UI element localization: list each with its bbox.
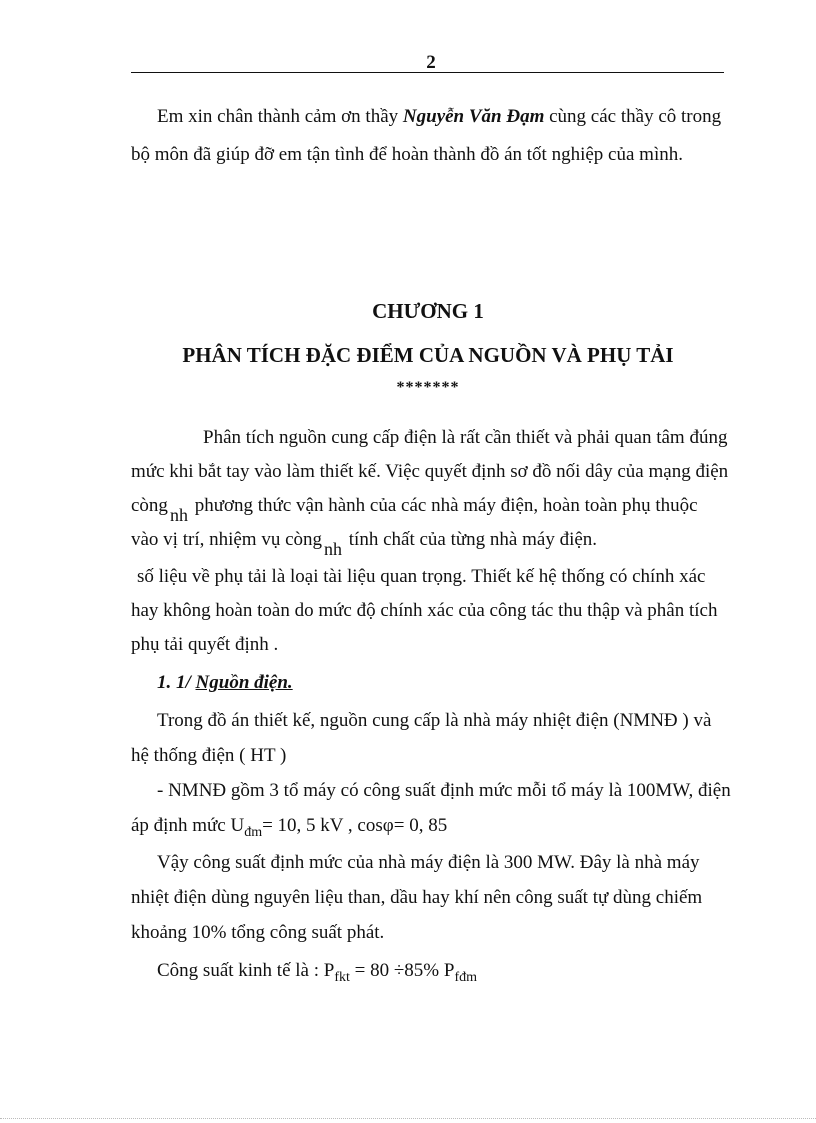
intro-text: phương thức vận hành của các nhà máy điện, hoàn toàn phụ thuộc bbox=[194, 495, 698, 516]
teacher-name: Nguyễn Văn Đạm bbox=[402, 106, 545, 127]
footer-divider bbox=[0, 1118, 816, 1119]
intro-text: còng bbox=[131, 495, 168, 516]
chapter-title: PHÂN TÍCH ĐẶC ĐIỂM CỦA NGUỒN VÀ PHỤ TẢI bbox=[182, 343, 674, 367]
acknowledgement-line-1 bbox=[157, 106, 721, 128]
subscript-fdm: fđm bbox=[454, 970, 477, 985]
intro-line-7: phụ tải quyết định . bbox=[131, 634, 279, 655]
chapter-number: CHƯƠNG 1 bbox=[372, 299, 484, 323]
intro-line-3 bbox=[131, 495, 698, 526]
ack-text: cùng các thầy cô trong bbox=[549, 106, 722, 127]
subscript-fkt: fkt bbox=[334, 970, 350, 985]
section-p2-line-1: - NMNĐ gồm 3 tổ máy có công suất định mức mỗi tổ máy là 100MW, điện bbox=[157, 780, 731, 801]
section-p3-line-2: nhiệt điện dùng nguyên liệu than, dầu hay khí nên công suất tự dùng chiếm bbox=[131, 887, 703, 908]
section-p1-line-2: hệ thống điện ( HT ) bbox=[131, 745, 287, 766]
section-p4 bbox=[157, 960, 477, 989]
section-text: áp định mức U bbox=[131, 815, 245, 836]
section-p3-line-3: khoảng 10% tổng công suất phát. bbox=[131, 922, 385, 943]
section-text: Công suất kinh tế là : P bbox=[157, 960, 335, 981]
header-rule bbox=[131, 72, 724, 73]
section-p1-line-1: Trong đồ án thiết kế, nguồn cung cấp là nhà máy nhiệt điện (NMNĐ ) và bbox=[157, 710, 712, 731]
section-number: 1. 1/ bbox=[157, 672, 191, 693]
intro-line-4 bbox=[131, 529, 597, 560]
intro-subscript: nh bbox=[169, 505, 188, 525]
intro-text: tính chất của từng nhà máy điện. bbox=[348, 529, 598, 550]
section-heading bbox=[157, 672, 293, 694]
section-text: = 10, 5 kV , cosφ= 0, 85 bbox=[262, 815, 448, 836]
section-title: Nguồn điện. bbox=[195, 672, 293, 693]
acknowledgement-line-2: bộ môn đã giúp đỡ em tận tình để hoàn thành đồ án tốt nghiệp của mình. bbox=[131, 144, 683, 165]
subscript-dm: đm bbox=[244, 825, 263, 840]
intro-line-6: hay không hoàn toàn do mức độ chính xác của công tác thu thập và phân tích bbox=[131, 600, 718, 621]
intro-text: vào vị trí, nhiệm vụ còng bbox=[131, 529, 323, 550]
page-number: 2 bbox=[426, 52, 436, 73]
section-p2-line-2 bbox=[131, 815, 447, 844]
section-p3-line-1: Vậy công suất định mức của nhà máy điện là 300 MW. Đây là nhà máy bbox=[157, 852, 700, 873]
chapter-separator: ******* bbox=[396, 379, 460, 396]
intro-line-1: Phân tích nguồn cung cấp điện là rất cần thiết và phải quan tâm đúng bbox=[203, 427, 728, 448]
intro-line-5: số liệu về phụ tải là loại tài liệu quan trọng. Thiết kế hệ thống có chính xác bbox=[137, 566, 706, 587]
ack-text: Em xin chân thành cảm ơn thầy bbox=[157, 106, 399, 127]
intro-line-2: mức khi bắt tay vào làm thiết kế. Việc quyết định sơ đồ nối dây của mạng điện bbox=[131, 461, 729, 482]
section-text: = 80 ÷85% P bbox=[354, 960, 455, 981]
intro-subscript: nh bbox=[324, 539, 343, 559]
